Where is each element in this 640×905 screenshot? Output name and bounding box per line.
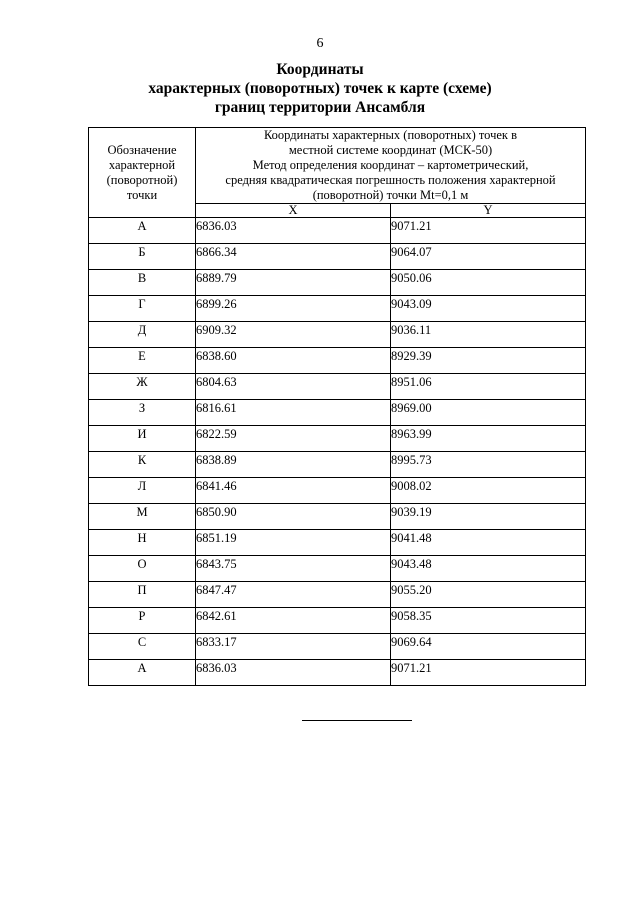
point-x: 6822.59: [196, 426, 391, 452]
header-desc-line: местной системе координат (МСК-50): [288, 143, 493, 157]
point-x: 6851.19: [196, 530, 391, 556]
point-x: 6889.79: [196, 270, 391, 296]
header-label-line: точки: [126, 187, 158, 202]
point-y: 9071.21: [391, 218, 586, 244]
title-line-1: Координаты: [276, 61, 364, 78]
table-row: [89, 660, 586, 686]
point-label: В: [89, 270, 196, 296]
point-y: 8929.39: [391, 348, 586, 374]
point-label: А: [89, 660, 196, 686]
point-x: 6909.32: [196, 322, 391, 348]
table-row: [89, 348, 586, 374]
point-label: Ж: [89, 374, 196, 400]
point-x: 6838.89: [196, 452, 391, 478]
point-x: 6842.61: [196, 608, 391, 634]
point-x: 6899.26: [196, 296, 391, 322]
point-label: Е: [89, 348, 196, 374]
point-label: Н: [89, 530, 196, 556]
point-label: К: [89, 452, 196, 478]
point-y: 9071.21: [391, 660, 586, 686]
table-row: [89, 244, 586, 270]
point-label: Д: [89, 322, 196, 348]
table-row: [89, 400, 586, 426]
point-x: 6841.46: [196, 478, 391, 504]
point-label: П: [89, 582, 196, 608]
point-x: 6838.60: [196, 348, 391, 374]
point-y: 9058.35: [391, 608, 586, 634]
table-row: [89, 634, 586, 660]
point-x: 6866.34: [196, 244, 391, 270]
header-desc-line: (поворотной) точки Mt=0,1 м: [312, 188, 469, 202]
point-y: 9050.06: [391, 270, 586, 296]
point-x: 6836.03: [196, 218, 391, 244]
point-x: 6850.90: [196, 504, 391, 530]
point-label: З: [89, 400, 196, 426]
point-y: 9064.07: [391, 244, 586, 270]
table-row: [89, 530, 586, 556]
header-point-label: [89, 128, 196, 218]
point-x: 6833.17: [196, 634, 391, 660]
point-label: А: [89, 218, 196, 244]
header-label-line: Обозначение: [107, 142, 177, 157]
point-y: 8951.06: [391, 374, 586, 400]
point-x: 6816.61: [196, 400, 391, 426]
title-line-2: характерных (поворотных) точек к карте (схеме): [148, 80, 492, 97]
header-label-line: характерной: [108, 157, 176, 172]
table-row: [89, 452, 586, 478]
point-y: 9039.19: [391, 504, 586, 530]
table-row: [89, 218, 586, 244]
table-row: [89, 426, 586, 452]
coordinates-table: [88, 127, 586, 686]
document-title: [0, 60, 640, 117]
point-y: 9008.02: [391, 478, 586, 504]
end-separator-line: [302, 720, 412, 721]
point-label: Л: [89, 478, 196, 504]
point-label: Г: [89, 296, 196, 322]
table-row: [89, 270, 586, 296]
point-x: 6804.63: [196, 374, 391, 400]
point-y: 8963.99: [391, 426, 586, 452]
header-desc-line: Метод определения координат – картометрический,: [252, 158, 529, 172]
point-label: И: [89, 426, 196, 452]
point-y: 9043.09: [391, 296, 586, 322]
point-y: 9041.48: [391, 530, 586, 556]
point-x: 6843.75: [196, 556, 391, 582]
point-y: 9055.20: [391, 582, 586, 608]
point-y: 9069.64: [391, 634, 586, 660]
header-y: Y: [391, 204, 586, 218]
header-desc-line: Координаты характерных (поворотных) точек в: [263, 128, 518, 142]
coordinates-table-body: [89, 218, 586, 686]
header-coordinates-description: [196, 128, 586, 204]
point-y: 8969.00: [391, 400, 586, 426]
table-row: [89, 296, 586, 322]
table-row: [89, 374, 586, 400]
table-row: [89, 608, 586, 634]
table-row: [89, 504, 586, 530]
point-y: 8995.73: [391, 452, 586, 478]
point-label: О: [89, 556, 196, 582]
point-x: 6836.03: [196, 660, 391, 686]
table-row: [89, 322, 586, 348]
point-label: М: [89, 504, 196, 530]
table-row: [89, 582, 586, 608]
header-desc-line: средняя квадратическая погрешность положения характерной: [225, 173, 556, 187]
point-y: 9036.11: [391, 322, 586, 348]
point-label: Б: [89, 244, 196, 270]
point-label: Р: [89, 608, 196, 634]
header-label-line: (поворотной): [106, 172, 178, 187]
title-line-3: границ территории Ансамбля: [214, 99, 426, 116]
point-x: 6847.47: [196, 582, 391, 608]
table-row: [89, 478, 586, 504]
page-number: 6: [316, 36, 324, 51]
point-y: 9043.48: [391, 556, 586, 582]
point-label: С: [89, 634, 196, 660]
table-row: [89, 556, 586, 582]
header-x: X: [196, 204, 391, 218]
